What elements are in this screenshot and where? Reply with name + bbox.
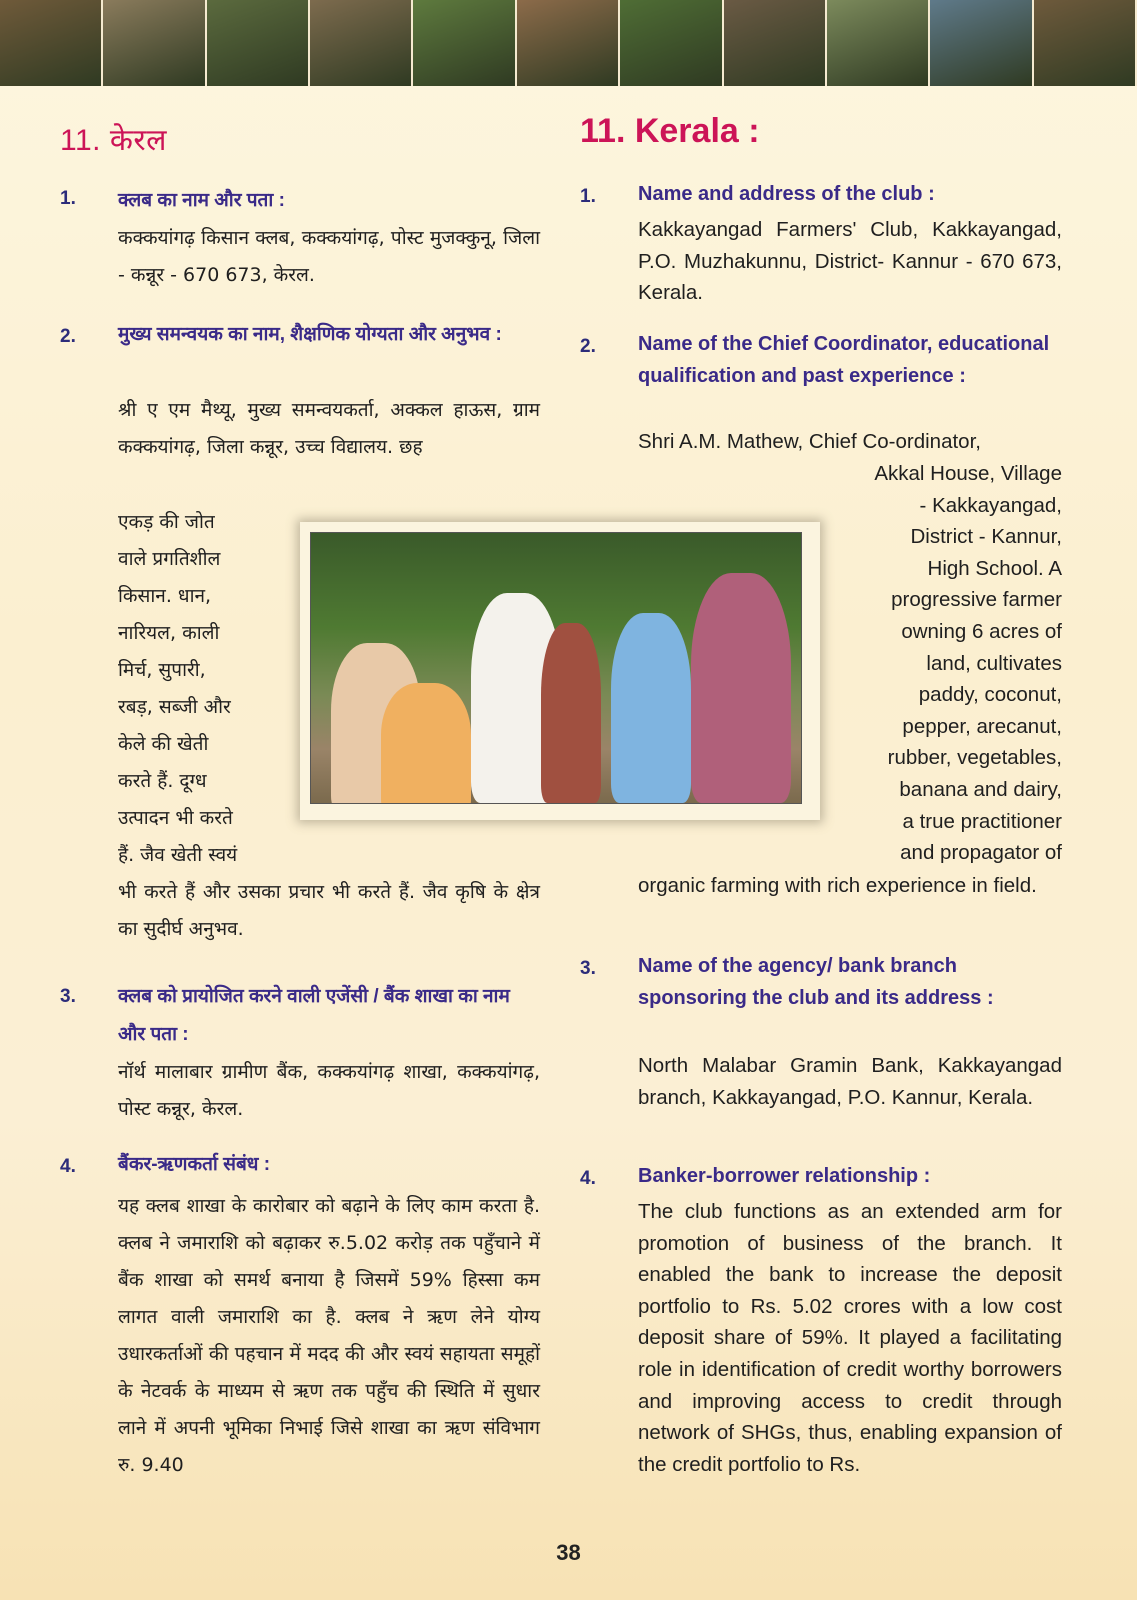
hindi-wrap-line: मिर्च, सुपारी, xyxy=(118,659,206,681)
header-photo-strip xyxy=(0,0,1137,86)
english-wrap-line: a true practitioner xyxy=(902,809,1062,833)
english-wrap-line: land, cultivates xyxy=(926,651,1062,675)
english-wrap-line: banana and dairy, xyxy=(899,777,1062,801)
strip-photo-tile xyxy=(413,0,516,86)
hindi-section-2-answer-top: श्री ए एम मैथ्यू, मुख्य समन्वयकर्ता, अक्कल हाऊस, ग्राम कक्कयांगढ़, जिला कन्नूर, उच्च विद्यालय. छह xyxy=(118,399,540,458)
english-wrap-line: and propagator of xyxy=(900,841,1062,865)
strip-photo-tile xyxy=(620,0,723,86)
english-section-4-answer: The club functions as an extended arm for promotion of business of the branch. It enabled the bank to increase the deposit portfolio to Rs. 5.02 crores with a low cost deposit share of 59%. It played a facilitating role in identification of credit worthy borrowers and improving access to credit through network of SHGs, thus, enabling expansion of the credit portfolio to Rs. xyxy=(638,1200,1062,1476)
hindi-section-2-question: मुख्य समन्वयक का नाम, शैक्षणिक योग्यता और अनुभव : xyxy=(118,324,502,345)
english-wrap-line: paddy, coconut, xyxy=(918,683,1062,707)
hindi-section-1-number: 1. xyxy=(60,188,76,209)
english-heading: 11. Kerala : xyxy=(580,112,760,150)
english-section-3-number: 3. xyxy=(580,958,596,979)
photo-frame xyxy=(300,522,820,820)
hindi-wrap-line: वाले प्रगतिशील xyxy=(118,548,221,570)
page-number: 38 xyxy=(556,1540,581,1565)
hindi-section-2-answer-bottom: भी करते हैं और उसका प्रचार भी करते हैं. जैव कृषि के क्षेत्र का सुदीर्घ अनुभव. xyxy=(118,881,540,940)
hindi-section-3-number: 3. xyxy=(60,986,76,1007)
english-section-2-answer-top: Shri A.M. Mathew, Chief Co-ordinator, xyxy=(638,430,981,453)
hindi-wrap-line: करते हैं. दूग्ध xyxy=(118,770,207,792)
hindi-section-3-question: क्लब को प्रायोजित करने वाली एजेंसी / बैंक शाखा का नाम और पता : xyxy=(118,986,510,1045)
english-wrap-line: District - Kannur, xyxy=(910,525,1062,549)
strip-photo-tile xyxy=(1034,0,1137,86)
english-wrap-line: - Kakkayangad, xyxy=(919,493,1062,517)
strip-photo-tile xyxy=(310,0,413,86)
hindi-wrap-line: नारियल, काली xyxy=(118,622,220,644)
hindi-section-3-answer: नॉर्थ मालाबार ग्रामीण बैंक, कक्कयांगढ़ शाखा, कक्कयांगढ़, पोस्ट कन्नूर, केरल. xyxy=(118,1061,540,1120)
strip-photo-tile xyxy=(930,0,1033,86)
strip-photo-tile xyxy=(724,0,827,86)
english-section-3-question: Name of the agency/ bank branch sponsoring the club and its address : xyxy=(638,955,994,1009)
hindi-section-4-number: 4. xyxy=(60,1156,76,1177)
strip-photo-tile xyxy=(827,0,930,86)
english-wrap-line: pepper, arecanut, xyxy=(902,714,1062,738)
english-wrap-line: owning 6 acres of xyxy=(901,619,1062,643)
english-section-2-number: 2. xyxy=(580,336,596,357)
english-section-1-question: Name and address of the club : xyxy=(638,183,935,205)
strip-photo-tile xyxy=(517,0,620,86)
hindi-wrap-line: केले की खेती xyxy=(118,733,209,755)
english-section-2-question: Name of the Chief Coordinator, educational qualification and past experience : xyxy=(638,333,1050,387)
english-wrap-line: High School. A xyxy=(927,556,1062,580)
english-section-2-answer-bottom: organic farming with rich experience in field. xyxy=(638,874,1037,897)
hindi-heading: 11. केरल xyxy=(60,124,167,157)
hindi-section-2-number: 2. xyxy=(60,326,76,347)
english-section-3-answer: North Malabar Gramin Bank, Kakkayangad branch, Kakkayangad, P.O. Kannur, Kerala. xyxy=(638,1054,1062,1109)
strip-photo-tile xyxy=(0,0,103,86)
english-section-2-answer-wrap xyxy=(832,458,1062,869)
group-photo xyxy=(310,532,802,804)
hindi-section-1-answer: कक्कयांगढ़ किसान क्लब, कक्कयांगढ़, पोस्ट मुजक्कुनू, जिला - कन्नूर - 670 673, केरल. xyxy=(118,227,540,286)
hindi-wrap-line: रबड़, सब्जी और xyxy=(118,696,231,718)
hindi-section-4-question: बैंकर-ऋणकर्ता संबंध : xyxy=(118,1154,271,1175)
english-section-4-question: Banker-borrower relationship : xyxy=(638,1165,931,1187)
english-wrap-line: Akkal House, Village xyxy=(874,462,1062,485)
strip-photo-tile xyxy=(103,0,206,86)
english-section-1-number: 1. xyxy=(580,186,596,207)
hindi-section-4-answer: यह क्लब शाखा के कारोबार को बढ़ाने के लिए काम करता है. क्लब ने जमाराशि को बढ़ाकर रु.5.02 करोड़ तक पहुँचाने में बैंक शाखा को समर्थ बनाया है जिसमें 59% हिस्सा कम लागत वाली जमाराशि का है. क्लब ने ऋण लेने योग्य उधारकर्ताओं की पहचान में मदद की और स्वयं सहायता समूहों के नेटवर्क के माध्यम से ऋण तक पहुँच की स्थिति में सुधार लाने में अपनी भूमिका निभाई जिसे शाखा का ऋण संविभाग रु. 9.40 xyxy=(118,1195,540,1476)
english-wrap-line: rubber, vegetables, xyxy=(887,746,1062,770)
hindi-wrap-line: एकड़ की जोत xyxy=(118,511,215,533)
english-section-1-answer: Kakkayangad Farmers' Club, Kakkayangad, P.O. Muzhakunnu, District- Kannur - 670 673, Kerala. xyxy=(638,218,1062,305)
english-section-4-number: 4. xyxy=(580,1168,596,1189)
hindi-section-1-question: क्लब का नाम और पता : xyxy=(118,190,285,211)
hindi-wrap-line: हैं. जैव खेती स्वयं xyxy=(118,844,238,866)
hindi-wrap-line: किसान. धान, xyxy=(118,585,212,607)
english-wrap-line: progressive farmer xyxy=(891,588,1062,612)
strip-photo-tile xyxy=(207,0,310,86)
hindi-wrap-line: उत्पादन भी करते xyxy=(118,807,233,829)
hindi-section-2-answer-wrap xyxy=(118,504,278,874)
